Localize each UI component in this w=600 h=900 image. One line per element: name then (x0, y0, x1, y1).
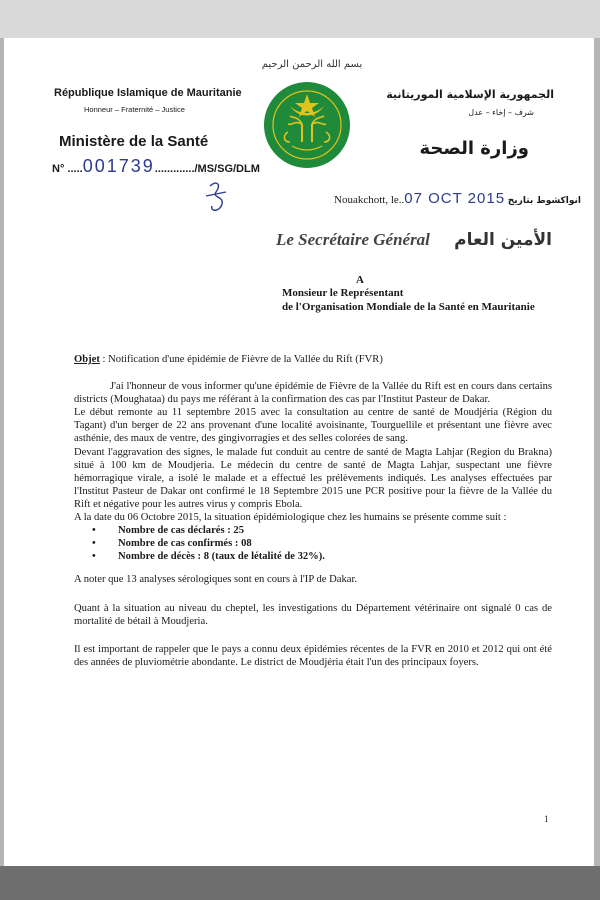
paragraph-7: Il est important de rappeler que le pays a connu deux épidémies récentes de la FVR en 2010 et 2012 qui ont été des années de pluviométrie abondante. Le district de Moudjéria était l'un des principaux foyers. (74, 643, 552, 668)
list-item: • Nombre de cas déclarés : 25 (118, 524, 552, 537)
viewer-right-edge (594, 38, 600, 866)
document-page (4, 38, 594, 866)
motto-arabic: شرف – إخاء – عدل (468, 108, 534, 117)
paragraph-4: A la date du 06 Octobre 2015, la situation épidémiologique chez les humains se présente comme suit : (74, 512, 507, 524)
ministry-name: Ministère de la Santé (59, 133, 209, 150)
republic-name: République Islamique de Mauritanie (54, 87, 242, 99)
republic-name-arabic: الجمهورية الإسلامية الموريتانية (386, 88, 554, 101)
initial-signature-icon (202, 178, 232, 218)
national-motto: Honneur – Fraternité – Justice (84, 105, 185, 114)
date-line: Nouakchott, le..07 OCT 2015 انواكشوط بتاريخ (334, 190, 581, 207)
addressee-line-2: de l'Organisation Mondiale de la Santé en Mauritanie (282, 301, 535, 313)
sender-title: Le Secrétaire Général (276, 230, 430, 249)
national-emblem-icon (262, 80, 352, 170)
handwritten-number: 001739 (82, 156, 155, 176)
date-stamp: 07 OCT 2015 (404, 190, 506, 207)
subject-label: Objet (74, 354, 100, 365)
letter-body (74, 353, 552, 669)
paragraph-5: A noter que 13 analyses sérologiques sont en cours à l'IP de Dakar. (74, 574, 358, 586)
subject-line (74, 353, 552, 366)
page-number: 1 (544, 814, 549, 824)
list-item: • Nombre de cas confirmés : 08 (118, 537, 552, 550)
paragraph-2: Le début remonte au 11 septembre 2015 avec la consultation au centre de santé de Moudjéria (Région du Tagant) d'un berger de 22 ans provenant d'une localité avoisinante, Tourguellile et présentant une fièvre avec asthénie, des maux de ventre, des gingivorragies et des selles colorées de sang. (74, 407, 552, 445)
paragraph-6: Quant à la situation au niveau du cheptel, les investigations du Département vétérinaire ont signalé 0 cas de mortalité de bétail à Moudjeria. (74, 602, 552, 627)
number-prefix: N° (52, 163, 65, 175)
basmala-calligraphy: بسم الله الرحمن الرحيم (261, 59, 363, 70)
list-item: • Nombre de décès : 8 (taux de létalité de 32%). (118, 550, 552, 563)
paragraph-3: Devant l'aggravation des signes, le malade fut conduit au centre de santé de Magta Lahjar (Region du Brakna) situé à 100 km de Moudjeria. Le médecin du centre de santé de Magta Lahjar, suspectant une fièvre hémorragique virale, a isolé le malade et a effectué les prélèvements indiqués. Les analyses effectuées par l'Institut Pasteur de Dakar ont confirmé le 18 Septembre 2015 une PCR positive pour la fièvre de la Vallée du Rift et négative pour les autres virus y compris Ebola. (74, 446, 552, 510)
date-prefix-arabic: انواكشوط بتاريخ (507, 196, 581, 206)
addressee-prefix: A (356, 274, 364, 286)
reference-number: N° .....001739............./MS/SG/DLM (52, 156, 260, 176)
paragraph-1: J'ai l'honneur de vous informer qu'une épidémie de Fièvre de la Vallée du Rift est en cours dans certains districts (Moughataa) du pays me référant à la confirmation des cas par l'Institut Pasteur de Dakar. (74, 381, 552, 406)
date-prefix: Nouakchott, le (334, 194, 399, 206)
addressee-block (282, 286, 582, 314)
ministry-name-arabic: وزارة الصحة (419, 138, 529, 159)
case-count-list (74, 524, 552, 563)
sender-title-arabic: الأمين العام (454, 230, 552, 250)
subject-text: : Notification d'une épidémie de Fièvre de la Vallée du Rift (FVR) (99, 354, 383, 365)
addressee-line-1: Monsieur le Représentant (282, 287, 404, 299)
number-suffix: /MS/SG/DLM (194, 163, 260, 175)
viewer-top-bar (0, 0, 600, 38)
viewer-bottom-bar (0, 866, 600, 900)
